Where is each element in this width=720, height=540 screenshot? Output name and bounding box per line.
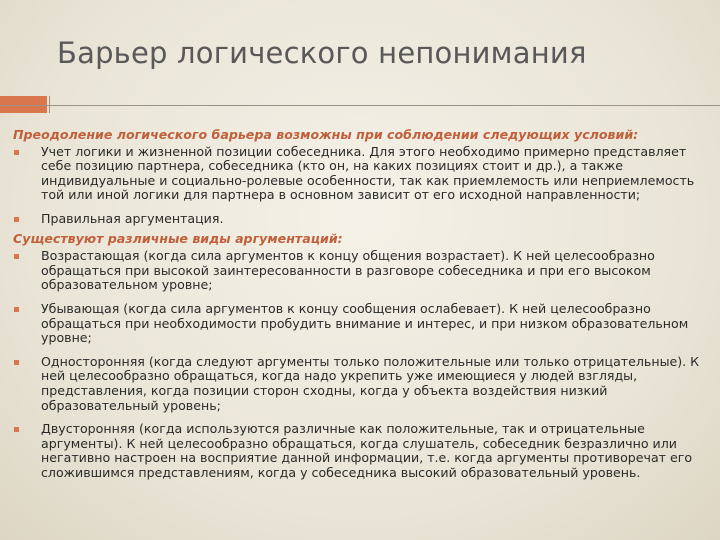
title-divider [0, 105, 720, 106]
list-item-text: Возрастающая (когда сила аргументов к концу общения возрастает). К ней целесообразно обращаться при высокой заинтересованности в разговоре собеседника и при его высоком образовательном уровне; [41, 248, 655, 293]
list-item [13, 212, 713, 227]
square-bullet-icon [14, 307, 19, 312]
slide-title: Барьер логического непонимания [57, 36, 587, 70]
square-bullet-icon [14, 427, 19, 432]
argument-types-heading: Существуют различные виды аргументаций: [13, 230, 343, 246]
list-item [13, 355, 713, 413]
slide-body [13, 128, 713, 482]
square-bullet-icon [14, 150, 19, 155]
square-bullet-icon [14, 254, 19, 259]
list-item-text: Убывающая (когда сила аргументов к концу сообщения ослабевает). К ней целесообразно обращаться при необходимости пробудить внимание и интерес, и при низком образовательном уровне; [41, 300, 689, 346]
list-item-text: Двусторонняя (когда используются различные как положительные, так и отрицательные аргументы). К ней целесообразно обращаться, когда слушатель, собеседник безразлично или негативно настроен на восприятие данной информации, т.е. когда аргументы противоречат его сложившимся представлениям, когда у собеседника высокий образовательный уровень. [41, 421, 693, 480]
list-item [13, 422, 713, 480]
list-item [13, 145, 713, 203]
square-bullet-icon [14, 360, 19, 365]
square-bullet-icon [14, 217, 19, 222]
list-item [13, 302, 713, 346]
list-item-text: Правильная аргументация. [41, 210, 224, 226]
list-item [13, 249, 713, 293]
list-item-text: Учет логики и жизненной позиции собеседника. Для этого необходимо примерно представляет себе позицию партнера, собеседника (кто он, на каких позициях стоит и др.), а также индивидуальные и социально-ролевые особенности, так как приемлемость или неприемлемость той или иной логики для партнера в основном зависит от его исходной направленности; [41, 143, 695, 203]
conditions-heading: Преодоление логического барьера возможны при соблюдении следующих условий: [13, 127, 639, 142]
list-item-text: Односторонняя (когда следуют аргументы только положительные или только отрицательные). К ней целесообразно обращаться, когда надо укрепить уже имеющиеся у людей взгляды, представления, когда позиции сторон сходны, когда у объекта воздействия низкий образовательный уровень; [41, 353, 700, 413]
